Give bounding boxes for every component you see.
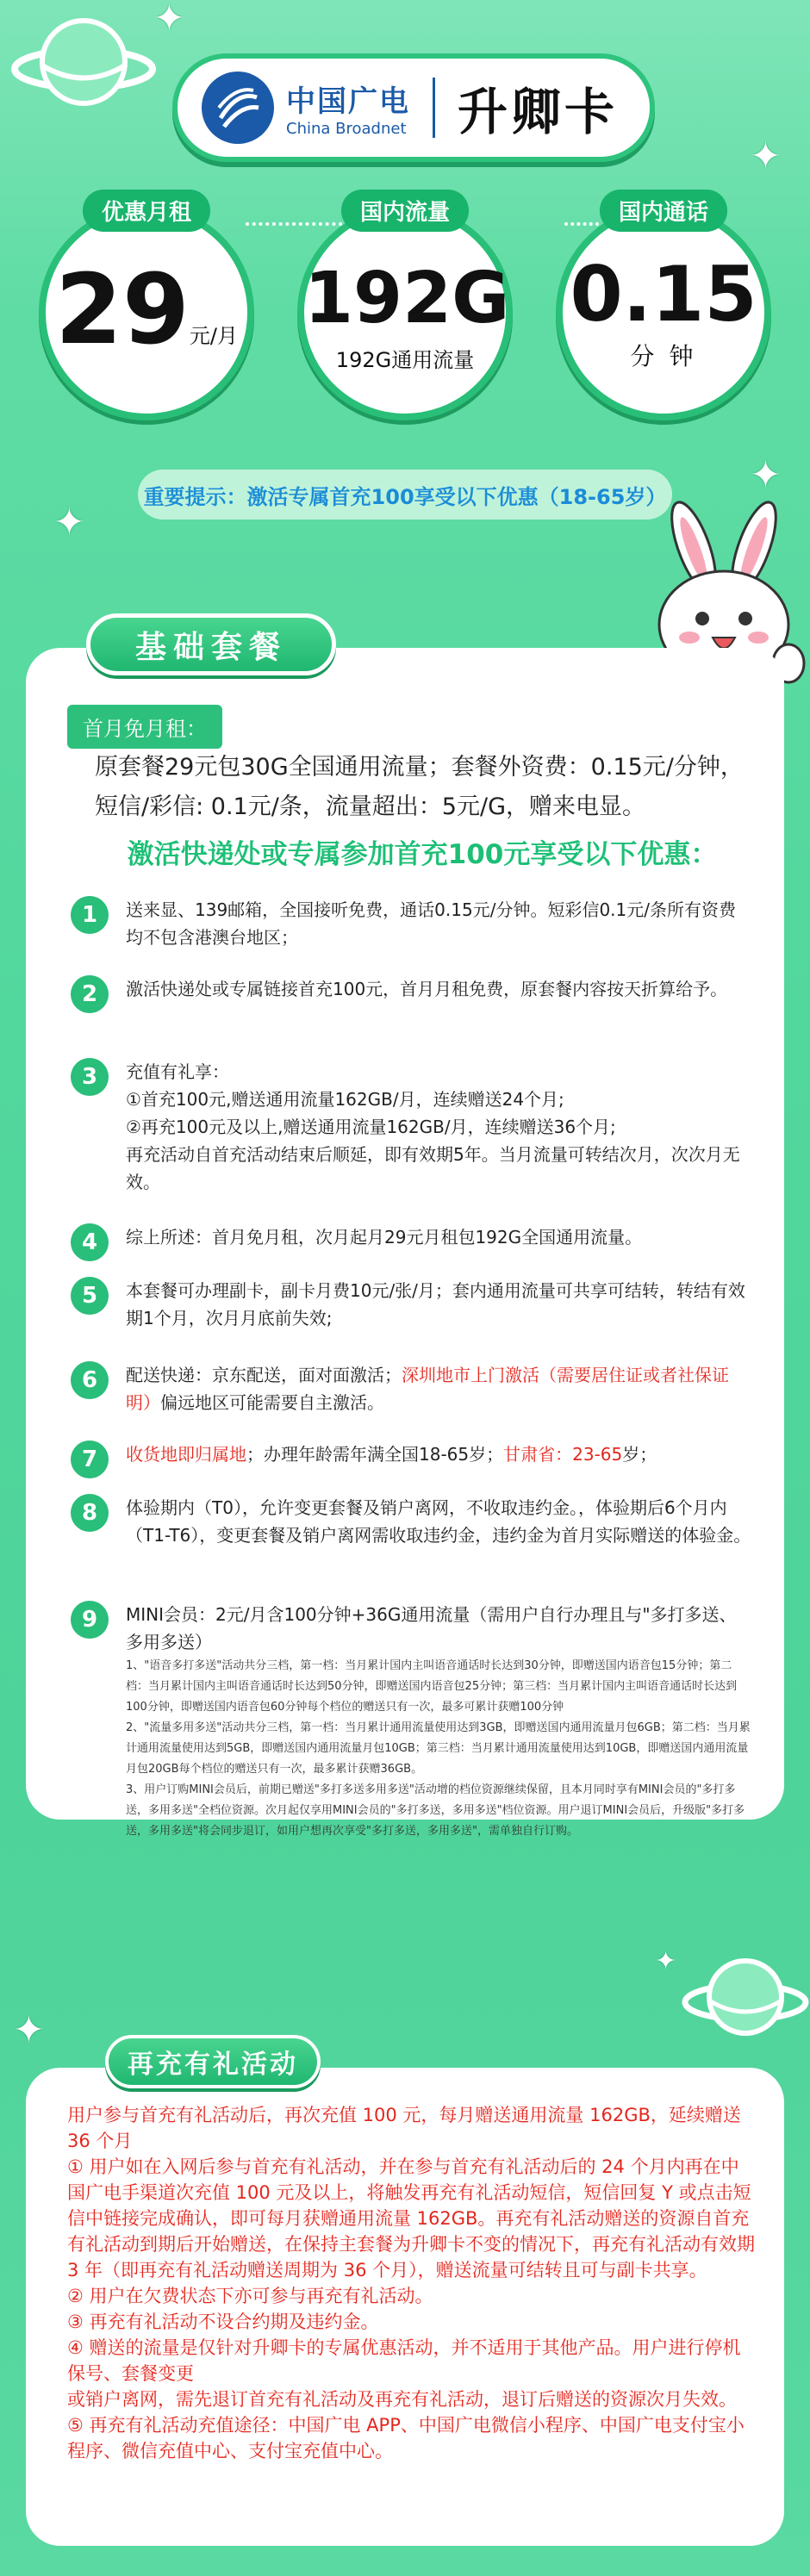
recharge-para: 或销户离网，需先退订首充有礼活动及再充有礼活动，退订后赠送的资源次月失效。 [67, 2389, 737, 2410]
stat-domestic-call [556, 200, 771, 420]
stat-tag: 国内通话 [600, 190, 727, 232]
stat-tag: 国内流量 [341, 190, 469, 232]
sparkle-icon: ✦ [53, 501, 85, 544]
sparkle-icon: ✦ [750, 134, 782, 178]
stat-domestic-data [297, 200, 513, 420]
stat-monthly-rent [39, 200, 254, 420]
brand-text [286, 78, 410, 138]
item-number: 7 [71, 1440, 109, 1478]
recharge-para: ② 用户在欠费状态下亦可参与再充有礼活动。 [67, 2286, 433, 2306]
item-line: 再充活动自首充活动结束后顺延，即有效期5年。当月流量可转结次月，次次月无效。 [126, 1144, 740, 1192]
dotted-connector [246, 222, 349, 226]
item-text: 本套餐可办理副卡，副卡月费10元/张/月；套内通用流量可共享可结转，转结有效期1个月，次月月底前失效; [126, 1280, 745, 1328]
item-number: 1 [71, 896, 109, 934]
item-text [126, 1361, 751, 1416]
list-item [71, 1277, 751, 1332]
item-text [126, 1058, 751, 1196]
item-fineprint: 1、"语音多打多送"活动共分三档，第一档：当月累计国内主叫语音通话时长达到30分钟，即赠送国内语音包15分钟；第二档：当月累计国内主叫语音通话时长达到50分钟，即赠送国内语音包25分钟；第三档：当月累计国内主叫语音通话时长达到100分钟，即赠送国内语音包60分钟每个档位的赠送只有一次，最多可累计获赠100分钟 [126, 1659, 738, 1714]
dotted-connector [564, 222, 599, 226]
item-number: 9 [71, 1601, 109, 1639]
data-sub: 192G通用流量 [335, 348, 475, 372]
divider [433, 78, 435, 138]
sparkle-icon: ✦ [153, 0, 185, 40]
base-description [95, 748, 767, 827]
item-seg: 配送快递：京东配送，面对面激活； [126, 1365, 402, 1385]
data-value: 192G [304, 258, 510, 339]
recharge-para: ① 用户如在入网后参与首充有礼活动，并在参与首充有礼活动后的 24 个月内再在中国广电手渠道次充值 100 元及以上，将触发再充有礼活动短信，短信回复 Y 或点击短信中链接完成确认，即可每月获赠通用流量 162GB。再充有礼活动赠送的资源自首充有礼活动到期后开始赠送，在保持主套餐为升卿卡不变的情况下，再充有礼活动有效期 3 年（即再充有礼活动赠送周期为 36 个月），赠送流量可结转且可与副卡共享。 [67, 2156, 755, 2280]
recharge-para: ⑤ 再充有礼活动充值途径：中国广电 APP、中国广电微信小程序、中国广电支付宝小程序、微信充值中心、支付宝充值中心。 [67, 2415, 745, 2461]
base-package-title: 基础套餐 [86, 613, 336, 675]
item-text: 体验期内（T0），允许变更套餐及销户离网，不收取违约金。，体验期后6个月内（T1-T6），变更套餐及销户离网需收取违约金，违约金为首月实际赠送的体验金。 [126, 1497, 751, 1546]
item-text: 送来显、139邮箱，全国接听免费，通话0.15元/分钟。短彩信0.1元/条所有资费均不包含港澳台地区； [126, 899, 736, 948]
item-seg: ；办理年龄需年满全国18-65岁； [246, 1444, 504, 1465]
list-item [71, 975, 751, 1013]
item-line: 充值有礼享： [126, 1061, 229, 1082]
sparkle-icon: ✦ [750, 453, 782, 497]
list-item [71, 1223, 751, 1261]
recharge-text [67, 2102, 757, 2464]
item-fineprint: 3、用户订购MINI会员后，前期已赠送"多打多送多用多送"活动增的档位资源继续保留，且本月同时享有MINI会员的"多打多送，多用多送"全档位资源。次月起仅享用MINI会员的"多打多送，多用多送"档位资源。用户退订MINI会员后，升级版"多打多送，多用多送"将会同步退订，如用户想再次享受"多打多送，多用多送"，需单独自行订购。 [126, 1783, 745, 1838]
list-item [71, 1361, 751, 1416]
item-line: ②再充100元及以上,赠送通用流量162GB/月，连续赠送36个月; [126, 1117, 616, 1137]
item-seg: 偏远地区可能需要自主激活。 [160, 1392, 384, 1413]
sparkle-icon: ✦ [655, 1946, 677, 1976]
list-item [71, 1440, 751, 1478]
item-number: 8 [71, 1494, 109, 1532]
brand-name-cn: 中国广电 [286, 84, 410, 119]
item-seg-red: 深圳地市上门激活（需要居住证或者社保证明） [126, 1365, 729, 1413]
sparkle-icon: ✦ [13, 2008, 45, 2052]
recharge-para: ④ 赠送的流量是仅针对升卿卡的专属优惠活动，并不适用于其他产品。用户进行停机保号、套餐变更 [67, 2337, 741, 2384]
item-number: 6 [71, 1361, 109, 1399]
item-number: 2 [71, 975, 109, 1013]
item-number: 3 [71, 1058, 109, 1096]
item-seg-red: 甘肃省：23-65 [503, 1444, 623, 1465]
item-text [126, 1440, 657, 1478]
list-item [71, 896, 751, 951]
brand-name-en: China Broadnet [286, 120, 407, 138]
planet-icon [681, 1949, 810, 2052]
item-text: 综上所述：首月免月租，次月起月29元月租包192G全国通用流量。 [126, 1227, 643, 1248]
stat-tag: 优惠月租 [83, 190, 210, 232]
header-banner [172, 53, 655, 162]
item-fineprint: 2、"流量多用多送"活动共分三档，第一档：当月累计通用流量使用达到3GB，即赠送国内通用流量月包6GB；第二档：当月累计通用流量使用达到5GB，即赠送国内通用流量月包10GB；第三档：当月累计通用流量使用达到10GB，即赠送国内通用流量月包20GB每个档位的赠送只有一次，最多累计获赠36GB。 [126, 1721, 751, 1776]
item-seg: 岁； [622, 1444, 657, 1465]
item-text [126, 1601, 751, 1842]
call-value: 0.15 [570, 250, 757, 339]
planet-icon [10, 9, 157, 121]
list-item [71, 1494, 751, 1549]
rent-value: 29 [55, 254, 190, 366]
base-desc-line: 短信/彩信: 0.1元/条，流量超出：5元/G，赠来电显。 [95, 793, 646, 820]
china-broadnet-logo-icon [202, 72, 274, 144]
item-text: 激活快递处或专属链接首充100元，首月月租免费，原套餐内容按天折算给予。 [126, 979, 728, 999]
list-item [71, 1601, 751, 1842]
recharge-title: 再充有礼活动 [105, 2035, 321, 2088]
call-unit: 分 钟 [630, 342, 697, 370]
list-item [71, 1058, 751, 1196]
item-seg-red: 收货地即归属地 [126, 1444, 246, 1465]
item-line: MINI会员：2元/月含100分钟+36G通用流量（需用户自行办理且与"多打多送、多用多送） [126, 1604, 737, 1652]
rent-unit: 元/月 [189, 324, 238, 348]
important-notice: 重要提示：激活专属首充100享受以下优惠（18-65岁） [138, 470, 672, 520]
offer-headline: 激活快递处或专属参加首充100元享受以下优惠： [127, 839, 718, 870]
card-name: 升卿卡 [458, 83, 619, 141]
recharge-para: 用户参与首充有礼活动后，再次充值 100 元，每月赠送通用流量 162GB，延续赠送 36 个月 [67, 2105, 741, 2151]
recharge-para: ③ 再充有礼活动不设合约期及违约金。 [67, 2312, 379, 2332]
item-number: 4 [71, 1223, 109, 1261]
month-free-tag: 首月免月租： [67, 705, 222, 749]
item-number: 5 [71, 1277, 109, 1315]
base-desc-line: 原套餐29元包30G全国通用流量；套餐外资费：0.15元/分钟， [95, 754, 744, 781]
item-line: ①首充100元,赠送通用流量162GB/月，连续赠送24个月; [126, 1089, 564, 1110]
